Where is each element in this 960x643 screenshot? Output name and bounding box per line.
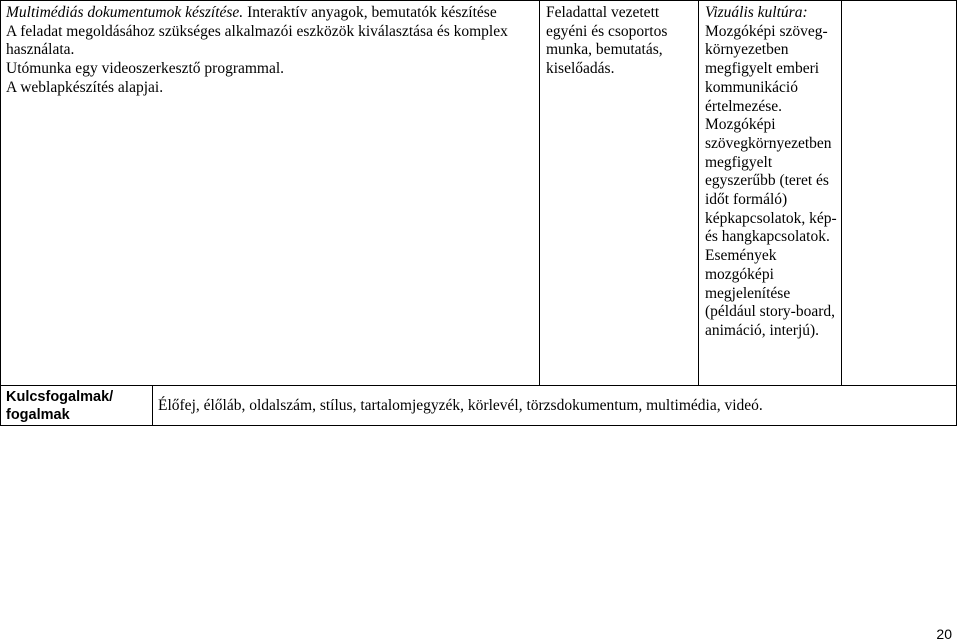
- keywords-label-cell: [6, 388, 146, 425]
- table-border-left: [0, 0, 1, 426]
- link-label: Vizuális kultúra:: [705, 4, 808, 21]
- content-line: A feladat megoldásához szükséges alkalmazói eszközök kiválasztása és komplex használata.: [6, 22, 508, 59]
- content-cell: [6, 4, 536, 98]
- column-divider-2: [698, 0, 699, 386]
- keywords-label: Kulcsfogalmak/ fogalmak: [6, 389, 114, 424]
- keywords-cell: [158, 397, 948, 416]
- table-border-right: [956, 0, 957, 426]
- content-line: Utómunka egy videoszerkesztő programmal.: [6, 60, 285, 78]
- column-divider-1: [539, 0, 540, 386]
- row-divider: [0, 385, 957, 386]
- content-title: Multimédiás dokumentumok készítése.: [6, 4, 244, 21]
- link-cell: [705, 4, 840, 341]
- table-border-top: [0, 0, 957, 1]
- link-text: Mozgóképi szöveg-környezetben megfigyelt emberi kommunikáció értelmezése. Mozgóképi szövegkörnyezetben megfigyelt egyszerűbb (teret és időt formáló) képkapcsolatok, kép- és hangkapcsolatok. Események mozgóképi megjelenítése (például story-board, animáció, interjú).: [705, 22, 837, 339]
- table-border-bottom: [0, 425, 957, 426]
- method-cell: [546, 4, 694, 79]
- content-line: A weblapkészítés alapjai.: [6, 78, 164, 96]
- page-number: 20: [936, 626, 952, 642]
- keywords-text: Élőfej, élőláb, oldalszám, stílus, tartalomjegyzék, körlevél, törzsdokumentum, multimédia, videó.: [158, 397, 763, 414]
- method-text: Feladattal vezetett egyéni és csoportos munka, bemutatás, kiselőadás.: [546, 4, 668, 78]
- content-subtitle: Interaktív anyagok, bemutatók készítése: [243, 4, 497, 21]
- label-column-divider: [152, 385, 153, 426]
- column-divider-3: [841, 0, 842, 386]
